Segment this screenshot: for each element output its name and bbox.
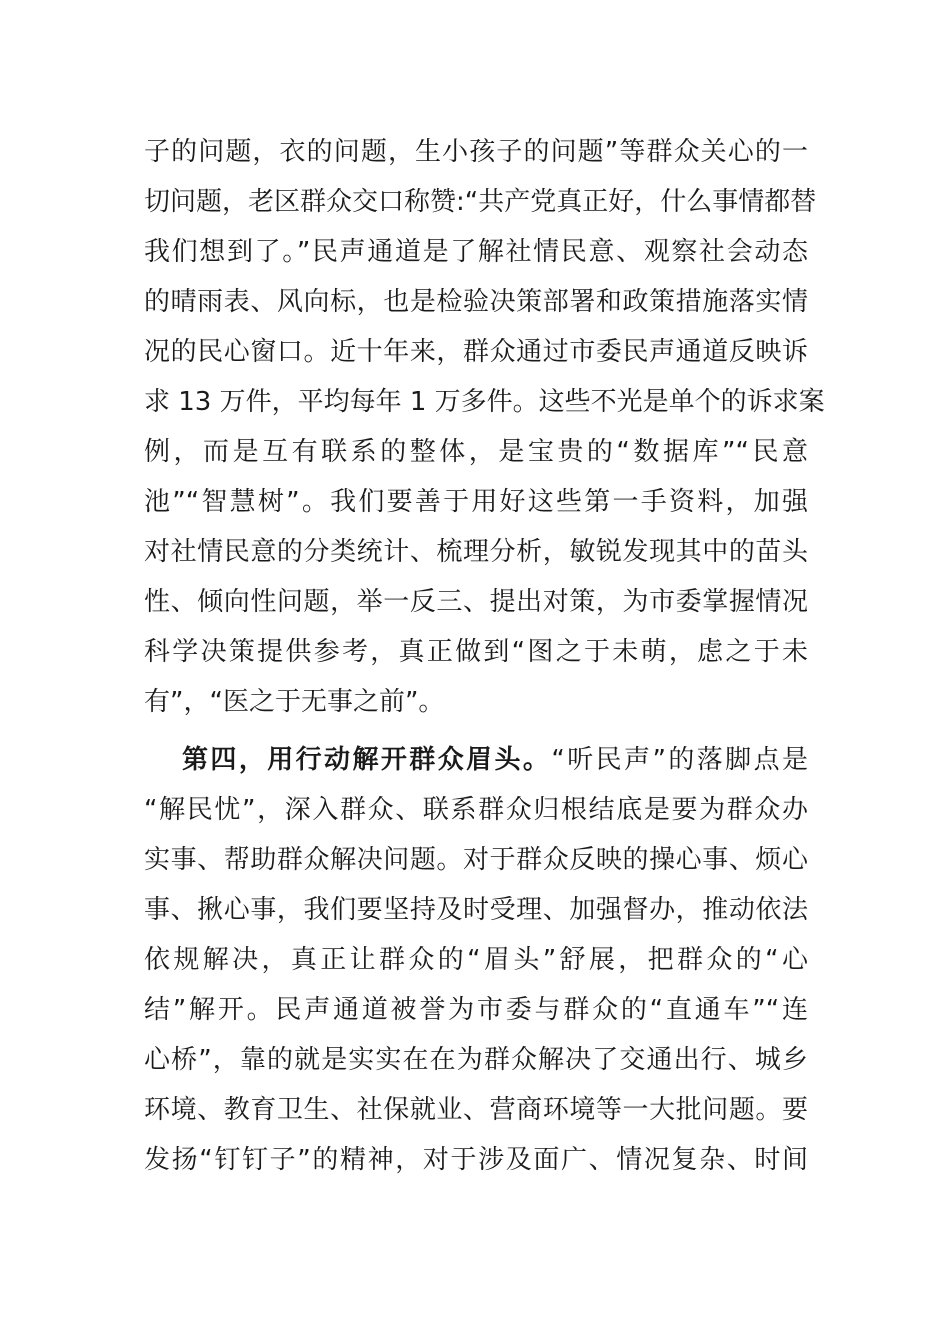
text-line: 性、倾向性问题，举一反三、提出对策，为市委掌握情况 [144,587,808,617]
text-line: 子的问题，衣的问题，生小孩子的问题”等群众关心的一 [144,137,808,167]
text-line: 事、揪心事，我们要坚持及时受理、加强督办，推动依法 [144,895,808,925]
text-line: 发扬“钉钉子”的精神，对于涉及面广、情况复杂、时间 [144,1145,808,1175]
paragraph-first-line-text: “听民声”的落脚点是 [551,745,808,775]
text-line: 例，而是互有联系的整体，是宝贵的“数据库”“民意 [144,437,808,467]
text-line: 况的民心窗口。近十年来，群众通过市委民声通道反映诉 [144,337,808,367]
text-line: 我们想到了。”民声通道是了解社情民意、观察社会动态 [144,237,808,267]
text-line: 有”，“医之于无事之前”。 [144,687,445,717]
text-line: 环境、教育卫生、社保就业、营商环境等一大批问题。要 [144,1095,808,1125]
text-line: 心桥”，靠的就是实实在在为群众解决了交通出行、城乡 [144,1045,808,1075]
text-line: 求 13 万件，平均每年 1 万多件。这些不光是单个的诉求案 [144,387,825,417]
paragraph-heading: 第四，用行动解开群众眉头。 [182,745,552,775]
paragraph-first-line [144,735,808,785]
text-line: 结”解开。民声通道被誉为市委与群众的“直通车”“连 [144,995,808,1025]
paragraph-1 [144,127,825,727]
paragraph-2 [144,735,808,1185]
text-line: 池”“智慧树”。我们要善于用好这些第一手资料，加强 [144,487,808,517]
text-line: “解民忧”，深入群众、联系群众归根结底是要为群众办 [144,795,808,825]
text-line: 依规解决，真正让群众的“眉头”舒展，把群众的“心 [144,945,808,975]
text-line: 的晴雨表、风向标，也是检验决策部署和政策措施落实情 [144,287,808,317]
text-line: 切问题，老区群众交口称赞:“共产党真正好，什么事情都替 [144,187,817,217]
text-line: 对社情民意的分类统计、梳理分析，敏锐发现其中的苗头 [144,537,808,567]
text-line: 科学决策提供参考，真正做到“图之于未萌，虑之于未 [144,637,808,667]
text-line: 实事、帮助群众解决问题。对于群众反映的操心事、烦心 [144,845,808,875]
